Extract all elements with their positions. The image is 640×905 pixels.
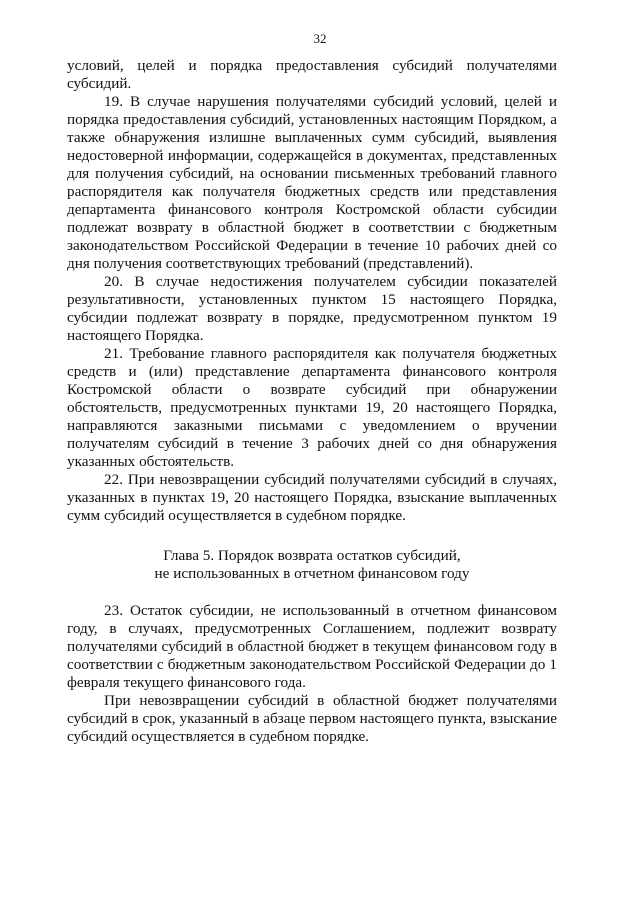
paragraph-23: 23. Остаток субсидии, не использованный в отчетном финансовом году, в случаях, предусмотренных Соглашением, подлежит возврату получателями субсидий в областной бюджет в текущем финансовом году в соответствии с бюджетным законодательством Российской Федерации до 1 февраля текущего финансового года. [67, 602, 557, 691]
chapter-heading-line-2: не использованных в отчетном финансовом году [154, 565, 470, 582]
spacer [67, 525, 557, 547]
paragraph-19: 19. В случае нарушения получателями субсидий условий, целей и порядка предоставления субсидий, установленных настоящим Порядком, а также обнаружения излишне выплаченных сумм субсидий, выявления недостоверной информации, содержащейся в документах, представленных для получения субсидий, на основании письменных требований главного распорядителя как получателя бюджетных средств или представления департамента финансового контроля Костромской области субсидии подлежат возврату в областной бюджет в соответствии с бюджетным законодательством Российской Федерации в течение 10 рабочих дней со дня получения соответствующих требований (представлений). [67, 93, 557, 272]
document-body [67, 57, 557, 746]
paragraph-23-second: При невозвращении субсидий в областной бюджет получателями субсидий в срок, указанный в абзаце первом настоящего пункта, взыскание субсидий осуществляется в судебном порядке. [67, 692, 557, 745]
paragraph-20: 20. В случае недостижения получателем субсидии показателей результативности, установленных пунктом 15 настоящего Порядка, субсидии подлежат возврату в порядке, предусмотренном пунктом 19 настоящего Порядка. [67, 273, 557, 344]
spacer [67, 583, 557, 602]
paragraph-22: 22. При невозвращении субсидий получателями субсидий в случаях, указанных в пунктах 19, 20 настоящего Порядка, взыскание выплаченных сумм субсидий осуществляется в судебном порядке. [67, 471, 557, 524]
page-number: 32 [313, 31, 327, 46]
chapter-heading-line-1: Глава 5. Порядок возврата остатков субсидий, [163, 547, 461, 564]
chapter-heading [67, 547, 557, 583]
paragraph-continuation: условий, целей и порядка предоставления субсидий получателями субсидий. [67, 57, 557, 92]
paragraph-21: 21. Требование главного распорядителя как получателя бюджетных средств и (или) представление департамента финансового контроля Костромской области о возврате субсидий при обнаружении обстоятельств, предусмотренных пунктами 19, 20 настоящего Порядка, направляются заказными письмами с уведомлением о вручении получателям субсидий в течение 3 рабочих дней со дня обнаружения указанных обстоятельств. [67, 345, 557, 470]
